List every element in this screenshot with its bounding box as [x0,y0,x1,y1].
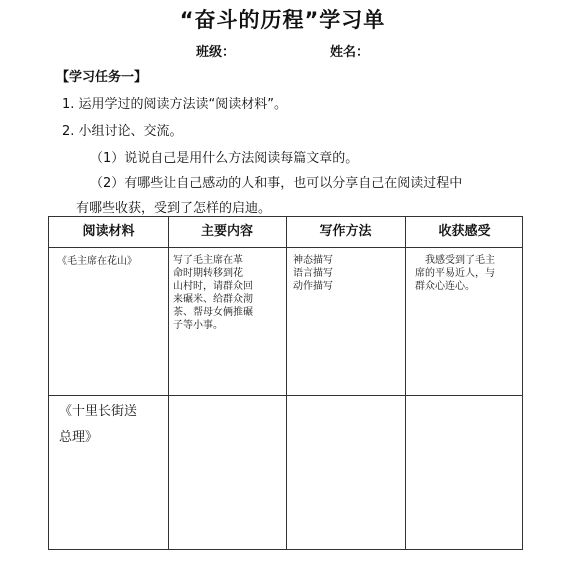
row1-content-line: 命时期转移到花 [173,268,243,279]
task-heading: 【学习任务一】 [56,70,148,85]
instruction-item-1: 1. 运用学过的阅读方法读“阅读材料”。 [62,97,288,112]
row1-feeling-line: 我感受到了毛主 [425,255,495,266]
row1-content-line: 山村时，请群众回 [173,281,253,292]
row1-method-line: 动作描写 [293,281,333,292]
header-main-content: 主要内容 [200,224,253,239]
instruction-sub-2-line-1: （2）有哪些让自己感动的人和事，也可以分享自己在阅读过程中 [90,176,463,191]
row1-feeling-line: 群众心连心。 [415,281,475,292]
instruction-sub-2-line-2: 有哪些收获，受到了怎样的启迪。 [76,201,272,216]
row1-content-line: 写了毛主席在革 [173,255,243,266]
instruction-item-2: 2. 小组讨论、交流。 [62,124,183,139]
name-label: 姓名： [330,45,370,60]
row1-content-line: 茶、帮母女俩推碾 [173,307,253,318]
study-table [48,216,523,550]
table-divider [286,217,287,549]
row1-method-line: 语言描写 [293,268,333,279]
row1-method-line: 神态描写 [293,255,333,266]
row1-material: 《毛主席在花山》 [57,256,137,267]
row1-methods [293,254,333,293]
row2-material-line: 《十里长街送 [59,404,138,419]
row1-content-line: 来碾米、给群众沏 [173,294,253,305]
table-divider [405,217,406,549]
class-label: 班级： [196,45,236,60]
row1-feeling-line: 席的平易近人，与 [415,268,495,279]
header-reading-material: 阅读材料 [82,224,135,239]
table-divider [168,217,169,549]
row1-content [173,254,253,332]
row1-content-line: 子等小事。 [173,320,223,331]
header-feelings: 收获感受 [438,224,491,239]
row2-material-line: 总理》 [59,430,99,445]
table-divider [49,247,522,248]
row1-feelings [415,254,495,293]
page-title: “奋斗的历程”学习单 [179,8,386,32]
table-divider [49,395,522,396]
header-writing-method: 写作方法 [319,224,372,239]
instruction-sub-1: （1）说说自己是用什么方法阅读每篇文章的。 [90,151,359,166]
row2-material [59,399,137,451]
